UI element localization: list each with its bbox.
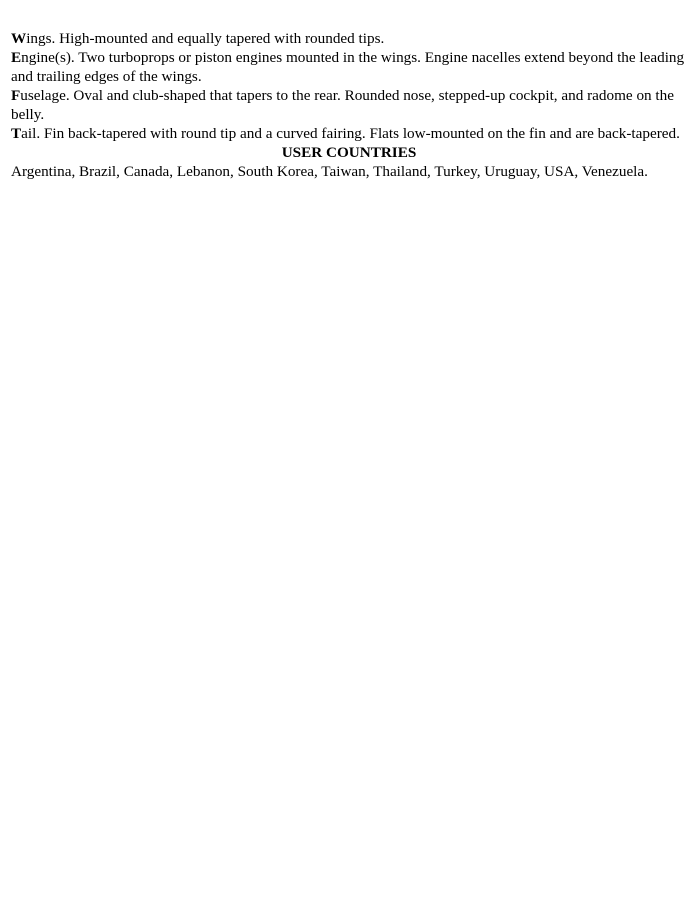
document-page xyxy=(11,29,687,181)
engines-initial: E xyxy=(11,49,22,66)
tail-description xyxy=(11,124,687,143)
fuselage-initial: F xyxy=(11,87,21,104)
tail-initial: T xyxy=(11,125,22,142)
user-countries-list: Argentina, Brazil, Canada, Lebanon, South Korea, Taiwan, Thailand, Turkey, Uruguay, USA, Venezuela. xyxy=(11,163,648,180)
engines-description xyxy=(11,48,687,86)
fuselage-description xyxy=(11,86,687,124)
wings-initial: W xyxy=(11,30,27,47)
wings-text: ings. High-mounted and equally tapered with rounded tips. xyxy=(26,30,385,47)
user-countries-heading: USER COUNTRIES xyxy=(281,144,417,161)
wings-description xyxy=(11,29,687,48)
tail-text: ail. Fin back-tapered with round tip and a curved fairing. Flats low-mounted on the fin and are back-tapered. xyxy=(21,125,680,142)
fuselage-text: uselage. Oval and club-shaped that tapers to the rear. Rounded nose, stepped-up cockpit, and radome on the belly. xyxy=(11,87,674,123)
engines-text: ngine(s). Two turboprops or piston engines mounted in the wings. Engine nacelles extend beyond the leading and trailing edges of the wings. xyxy=(11,49,685,85)
